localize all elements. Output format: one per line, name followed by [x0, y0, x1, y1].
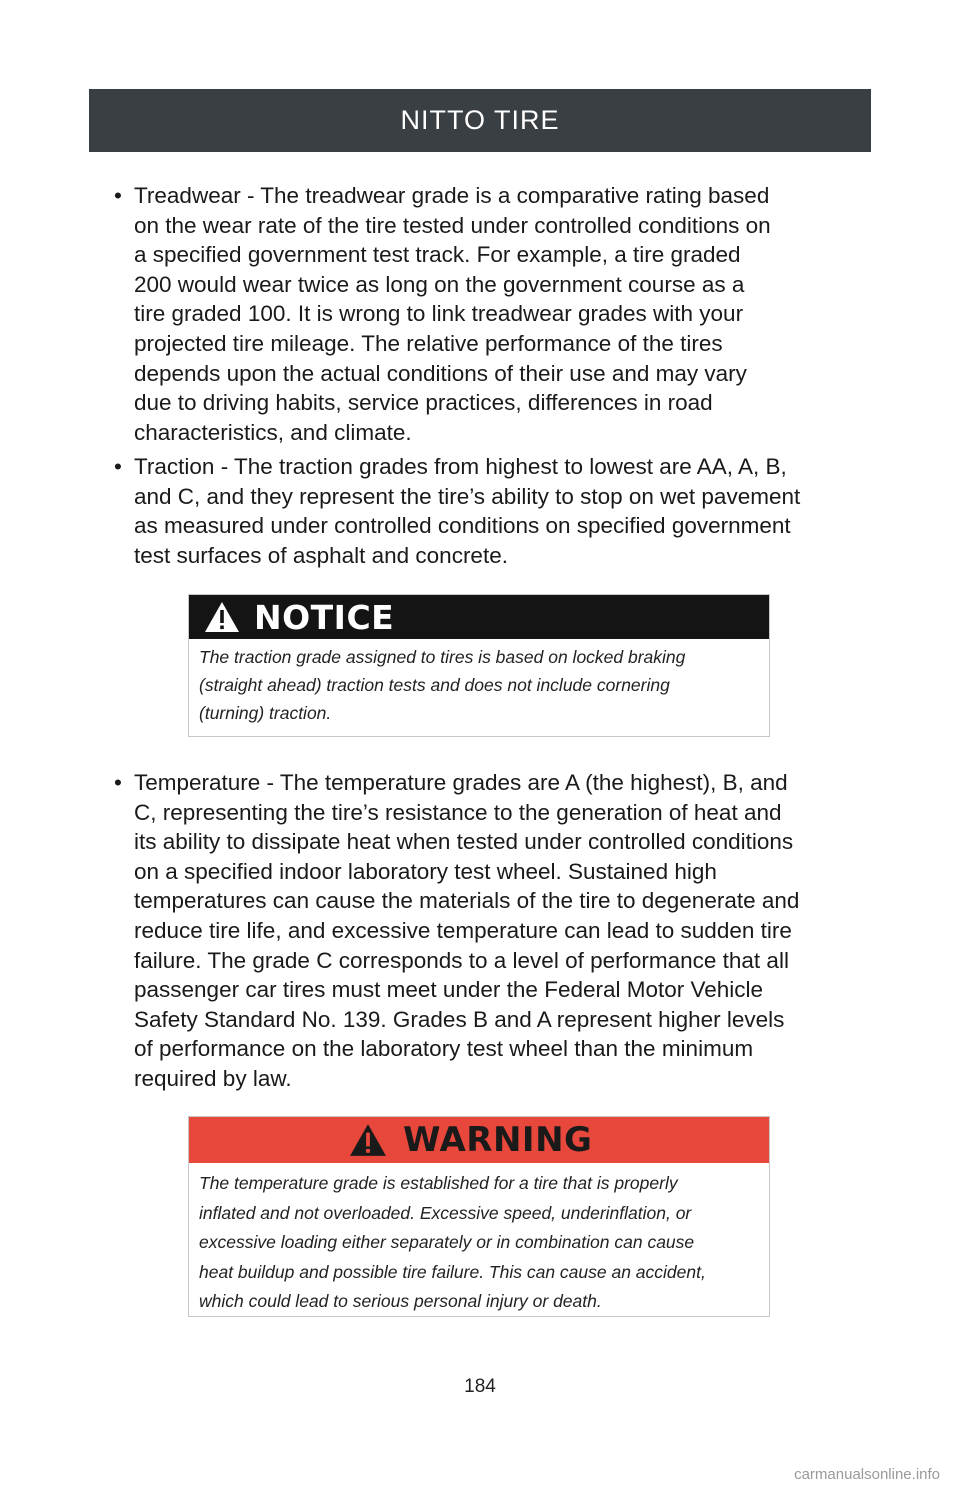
- notice-text: The traction grade assigned to tires is based on locked braking (straight ahead) traction tests and does not include cornering (turning) traction.: [199, 647, 686, 723]
- bullet-traction: [114, 452, 874, 570]
- bullet-icon: •: [114, 770, 122, 795]
- watermark: carmanualsonline.info: [794, 1466, 940, 1483]
- bullet-temperature: [114, 768, 874, 1094]
- notice-box: [188, 594, 770, 737]
- bullet-temperature-text: Temperature - The temperature grades are A (the highest), B, and C, representing the tire’s resistance to the generation of heat and its ability to dissipate heat when tested under controlled conditions on a specified indoor laboratory test wheel. Sustained high temperatures can cause the materials of the tire to degenerate and reduce tire life, and excessive temperature can lead to sudden tire failure. The grade C corresponds to a level of performance that all passenger car tires must meet under the Federal Motor Vehicle Safety Standard No. 139. Grades B and A represent higher levels of performance on the laboratory test wheel than the minimum required by law.: [134, 770, 800, 1091]
- bullet-traction-text: Traction - The traction grades from highest to lowest are AA, A, B, and C, and they represent the tire’s ability to stop on wet pavement as measured under controlled conditions on specified government test surfaces of asphalt and concrete.: [134, 454, 801, 568]
- page-header-title: NITTO TIRE: [400, 105, 560, 135]
- warning-text: The temperature grade is established for a tire that is properly inflated and not overloaded. Excessive speed, underinflation, or excessive loading either separately or in combination can cause heat buildup and possible tire failure. This can cause an accident, which could lead to serious personal injury or death.: [199, 1173, 706, 1311]
- warning-triangle-icon: [349, 1123, 387, 1157]
- page-header: [89, 89, 871, 152]
- warning-header-bar: [189, 1117, 769, 1163]
- page-number: 184: [464, 1376, 496, 1397]
- bullet-treadwear-text: Treadwear - The treadwear grade is a comparative rating based on the wear rate of the tire tested under controlled conditions on a specified government test track. For example, a tire graded 200 would wear twice as long on the government course as a tire graded 100. It is wrong to link treadwear grades with your projected tire mileage. The relative performance of the tires depends upon the actual conditions of their use and may vary due to driving habits, service practices, differences in road characteristics, and climate.: [134, 183, 771, 445]
- bullet-treadwear: [114, 181, 874, 447]
- warning-label: WARNING: [403, 1120, 593, 1160]
- bullet-icon: •: [114, 183, 122, 208]
- warning-triangle-icon: [204, 601, 240, 633]
- notice-label: NOTICE: [254, 597, 395, 637]
- notice-header-bar: [189, 595, 769, 639]
- warning-box: [188, 1116, 770, 1317]
- bullet-icon: •: [114, 454, 122, 479]
